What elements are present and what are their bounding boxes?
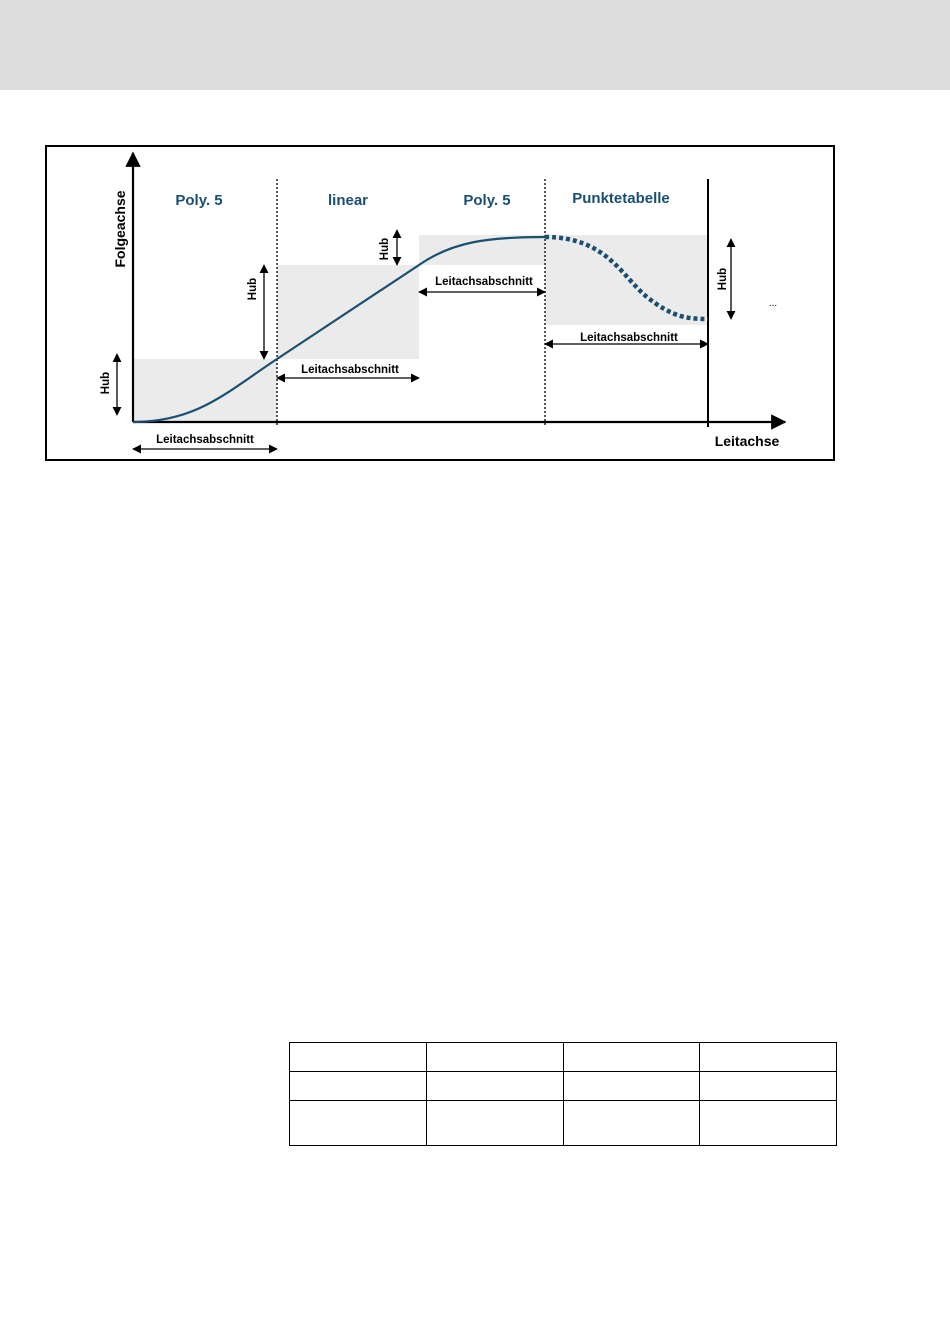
hub-label-2: Hub [247, 277, 259, 301]
table-row [290, 1101, 837, 1146]
table-cell [563, 1101, 700, 1146]
table-cell [290, 1072, 427, 1101]
hub-label-4: Hub [717, 267, 729, 291]
y-axis-label: Folgeachse [112, 190, 128, 268]
table-cell [426, 1101, 563, 1146]
table-cell [426, 1043, 563, 1072]
table-cell [700, 1101, 837, 1146]
hub-label-1: Hub [100, 371, 112, 395]
table-cell [290, 1101, 427, 1146]
segment-title-3: Poly. 5 [463, 192, 511, 209]
segment-title-2: linear [327, 192, 369, 209]
table-cell [290, 1043, 427, 1072]
section-label-1: Leitachsabschnitt [156, 434, 254, 446]
table-cell [563, 1043, 700, 1072]
table-row [290, 1072, 837, 1101]
segment-title-1: Poly. 5 [175, 192, 223, 209]
section-label-4: Leitachsabschnitt [580, 332, 678, 344]
diagram-canvas [47, 147, 837, 463]
x-axis-label: Leitachse [714, 433, 780, 449]
section-label-3: Leitachsabschnitt [435, 276, 533, 288]
table-cell [426, 1072, 563, 1101]
segment1-area [133, 359, 277, 422]
segment3-area [419, 235, 545, 265]
table-cell [700, 1043, 837, 1072]
section-label-2: Leitachsabschnitt [301, 364, 399, 376]
segment-title-4: Punktetabelle [572, 190, 670, 207]
segment4-area [545, 235, 708, 325]
continuation-ellipsis: ... [768, 298, 778, 309]
cam-profile-diagram [45, 145, 835, 461]
hub-label-3: Hub [379, 237, 391, 261]
page-header-band [0, 0, 950, 90]
blank-table [289, 1042, 837, 1146]
table-row [290, 1043, 837, 1072]
table-cell [700, 1072, 837, 1101]
table-cell [563, 1072, 700, 1101]
